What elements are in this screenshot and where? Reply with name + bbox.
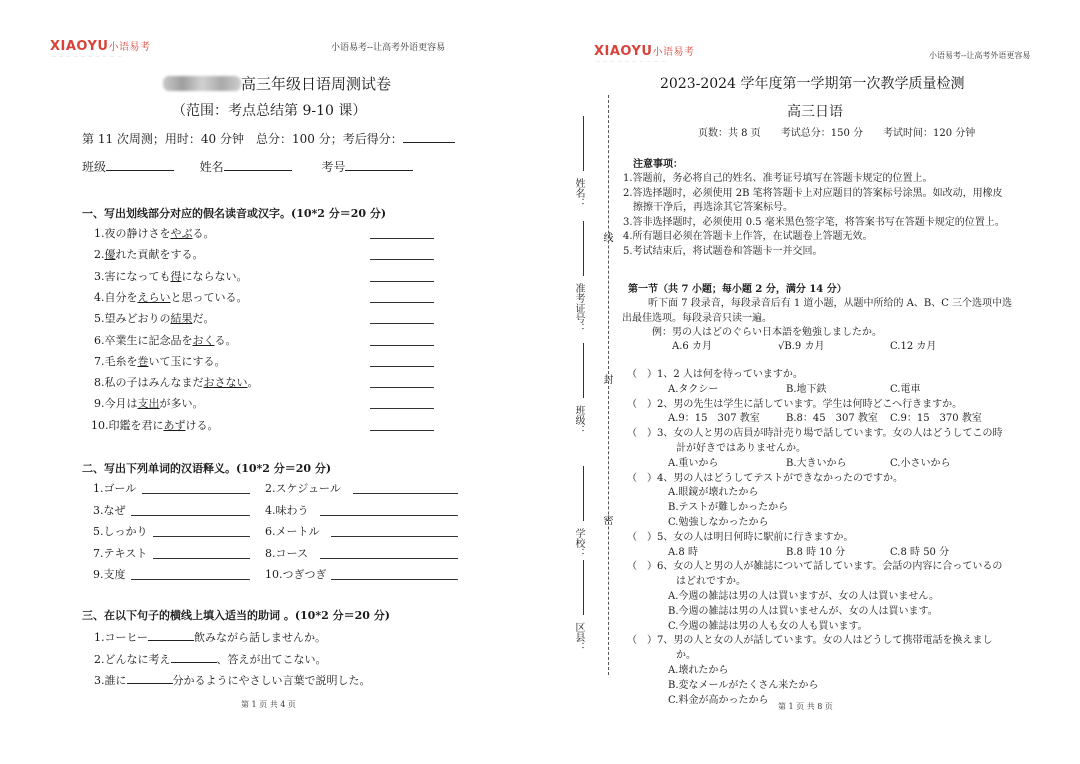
number-blank[interactable] bbox=[345, 170, 413, 171]
answer-option[interactable]: C.電車 bbox=[890, 383, 921, 395]
section1-item bbox=[94, 310, 215, 326]
item-text: る。 bbox=[214, 333, 237, 347]
example-stem: 例：男の人はどのぐらい日本語を勉強しましたか。 bbox=[652, 327, 882, 338]
section2-item bbox=[93, 502, 126, 518]
item-text: コーヒー bbox=[104, 631, 149, 644]
item-number: 9. bbox=[93, 568, 104, 581]
section1-item bbox=[94, 246, 204, 262]
right-meta: 页数：共 8 页 考试总分：150 分 考试时间：120 分钟 bbox=[698, 128, 976, 139]
item-number: 8. bbox=[265, 546, 276, 560]
particle-blank[interactable] bbox=[127, 683, 173, 684]
left-subtitle: （范围：考点总结第 9-10 课） bbox=[172, 103, 367, 119]
left-logo-brand: XIAOYU bbox=[50, 39, 109, 54]
section1-item bbox=[94, 395, 204, 411]
underlined-target: おさない bbox=[203, 376, 248, 390]
section1-item bbox=[94, 332, 237, 348]
item-number: 6. bbox=[265, 525, 276, 538]
name-blank[interactable] bbox=[224, 170, 292, 171]
notice-item: 1.答题前，务必将自己的姓名、准考证号填写在答题卡规定的位置上。 bbox=[623, 173, 933, 184]
part1-title: 第一节（共 7 小题；每小题 2 分，满分 14 分） bbox=[628, 284, 847, 295]
answer-option[interactable]: A.壊れたから bbox=[668, 665, 729, 676]
item-number: 1. bbox=[94, 631, 105, 644]
answer-option[interactable]: A.8 時 bbox=[668, 546, 698, 558]
item-text: 望みどおりの bbox=[104, 312, 171, 326]
seal-char: 封 bbox=[601, 374, 612, 384]
notice-item: 擦擦干净后，再选涂其它答案标号。 bbox=[623, 202, 793, 214]
item-text: と思っている。 bbox=[170, 290, 248, 304]
right-title: 2023-2024 学年度第一学期第一次教学质量检测 bbox=[660, 76, 965, 92]
item-text: れた貢献をする。 bbox=[115, 248, 204, 262]
right-logo bbox=[594, 43, 694, 59]
section1-item bbox=[91, 417, 219, 433]
particle-blank[interactable] bbox=[148, 640, 194, 641]
answer-blank[interactable] bbox=[370, 238, 434, 239]
answer-blank[interactable] bbox=[370, 281, 434, 282]
answer-blank[interactable] bbox=[370, 302, 434, 303]
answer-option[interactable]: C.8 時 50 分 bbox=[890, 546, 950, 558]
notice-item: 5.考试结束后，将试题卷和答题卡一并交回。 bbox=[623, 246, 823, 257]
section2-item bbox=[93, 480, 136, 496]
margin-field-label: 准考证号： bbox=[573, 283, 584, 333]
margin-fill-line[interactable] bbox=[583, 466, 584, 521]
answer-blank[interactable] bbox=[370, 366, 434, 367]
item-text: 毛糸を bbox=[104, 354, 138, 368]
left-title: 高三年级日语周测试卷 bbox=[241, 75, 392, 93]
underlined-target: おく bbox=[192, 333, 215, 347]
section1-title: 一、写出划线部分对应的假名读音或汉字。(10*2 分＝20 分) bbox=[82, 207, 387, 220]
answer-blank[interactable] bbox=[131, 579, 250, 580]
item-text: 害になっても bbox=[104, 269, 171, 283]
answer-blank[interactable] bbox=[370, 408, 434, 409]
seal-char: 密 bbox=[601, 515, 612, 525]
section2-item bbox=[265, 545, 308, 561]
answer-option[interactable]: C.料金が高かったから bbox=[668, 694, 769, 706]
answer-blank[interactable] bbox=[370, 430, 434, 431]
item-text: どんなに考え bbox=[104, 652, 171, 666]
item-number: 2. bbox=[94, 248, 105, 262]
margin-field-label: 班级： bbox=[573, 405, 584, 435]
question-stem-cont: 計が好きではありませんか。 bbox=[676, 443, 806, 454]
item-word: スケジュール bbox=[275, 482, 341, 495]
answer-option[interactable]: C.小さいから bbox=[890, 457, 951, 469]
item-number: 3. bbox=[94, 269, 105, 283]
answer-option[interactable]: A.9：15 307 教室 bbox=[668, 413, 760, 425]
answer-option[interactable]: A.今週の雑誌は男の人は買いますが、女の人は買いません。 bbox=[668, 591, 939, 602]
answer-blank[interactable] bbox=[353, 493, 458, 494]
item-word: しっかり bbox=[103, 525, 148, 538]
question-stem: （ ）2、男の先生は学生に話しています。学生は何時どこへ行きますか。 bbox=[627, 398, 963, 410]
example-option: A.6 カ月 bbox=[672, 341, 712, 352]
section1-item bbox=[94, 374, 259, 390]
item-word: つぎつぎ bbox=[282, 568, 327, 581]
item-text: 印鑑を君に bbox=[108, 418, 164, 432]
class-blank[interactable] bbox=[106, 170, 174, 171]
item-word: なぜ bbox=[103, 503, 126, 517]
answer-blank[interactable] bbox=[142, 493, 250, 494]
item-word: 味わう bbox=[275, 503, 309, 517]
item-text: 自分を bbox=[104, 290, 138, 304]
item-text: いて玉にする。 bbox=[148, 354, 226, 368]
item-number: 4. bbox=[94, 290, 105, 304]
answer-blank[interactable] bbox=[320, 558, 458, 559]
question-stem: （ ）6、女の人と男の人が雑誌について話しています。会話の内容に合っているの bbox=[627, 561, 1003, 573]
underlined-target: 得 bbox=[170, 269, 182, 283]
item-number: 1. bbox=[94, 227, 105, 240]
item-number: 10. bbox=[265, 568, 283, 581]
left-info-line bbox=[82, 130, 455, 147]
answer-blank[interactable] bbox=[320, 515, 458, 516]
score-blank[interactable] bbox=[403, 142, 455, 143]
item-number: 10. bbox=[91, 418, 109, 432]
particle-blank[interactable] bbox=[171, 662, 217, 663]
item-text: 夜の静けさを bbox=[104, 227, 171, 240]
redacted-school-name bbox=[163, 76, 241, 91]
answer-option[interactable]: B.8：45 307 教室 bbox=[786, 413, 878, 425]
underlined-target: あず bbox=[163, 418, 186, 432]
underlined-target: 結果 bbox=[170, 312, 193, 326]
section1-item bbox=[94, 225, 215, 241]
item-word: 支度 bbox=[103, 568, 126, 581]
answer-blank[interactable] bbox=[370, 345, 434, 346]
notice-item: 2.答选择题时，必须使用 2B 笔将答题卡上对应题目的答案标号涂黑。如改动，用橡皮 bbox=[623, 187, 1003, 199]
item-number: 7. bbox=[93, 546, 104, 560]
underlined-target: 優 bbox=[104, 248, 116, 262]
item-text: 誰に bbox=[104, 674, 127, 687]
item-word: メートル bbox=[275, 525, 320, 538]
item-number: 3. bbox=[93, 503, 104, 517]
notice-title: 注意事项： bbox=[633, 159, 683, 170]
answer-option[interactable]: C.9：15 370 教室 bbox=[890, 413, 982, 425]
example-option: C.12 カ月 bbox=[890, 341, 937, 352]
section3-title: 三、在以下句子的横线上填入适当的助词 。(10*2 分＝20 分) bbox=[82, 609, 390, 622]
item-number: 5. bbox=[94, 312, 105, 326]
right-header-slogan: 小语易考--让高考外语更容易 bbox=[929, 51, 1031, 60]
question-stem: （ ）1、2 人は何を待っていますか。 bbox=[627, 369, 803, 380]
answer-option[interactable]: B.8 時 10 分 bbox=[786, 546, 846, 558]
item-text: 私の子はみんなまだ bbox=[104, 376, 204, 390]
item-word: コース bbox=[275, 546, 308, 560]
item-text: 。 bbox=[247, 376, 259, 390]
left-logo-cn: 小语易考 bbox=[108, 42, 151, 53]
part1-desc-2: 出最佳选项。每段录音只读一遍。 bbox=[622, 313, 772, 324]
section2-item bbox=[93, 523, 148, 539]
left-header-slogan: 小语易考--让高考外语更容易 bbox=[331, 43, 446, 53]
left-logo bbox=[50, 38, 150, 54]
answer-blank[interactable] bbox=[153, 558, 250, 559]
item-number: 8. bbox=[94, 376, 105, 390]
item-word: テキスト bbox=[103, 546, 148, 560]
section3-item bbox=[94, 651, 327, 667]
section2-item bbox=[93, 545, 147, 561]
item-text: 分かるようにやさしい言葉で説明した。 bbox=[172, 674, 371, 687]
answer-blank[interactable] bbox=[370, 387, 434, 388]
answer-option[interactable]: B.大きいから bbox=[786, 457, 847, 469]
section1-item bbox=[94, 353, 226, 369]
item-number: 9. bbox=[94, 397, 105, 411]
left-logo-tagline: — — — — — — — — — — bbox=[52, 53, 123, 58]
answer-option[interactable]: B.地下鉄 bbox=[786, 383, 827, 395]
answer-blank[interactable] bbox=[153, 536, 250, 537]
margin-field-label: 学校： bbox=[573, 528, 584, 558]
left-info-text: 第 11 次周测；用时：40 分钟 总分：100 分；考后得分： bbox=[82, 132, 403, 146]
right-footer: 第 1 页 共 8 页 bbox=[778, 702, 833, 711]
item-text: 、答えが出てこない。 bbox=[216, 652, 327, 666]
section2-title: 二、写出下列单词的汉语释义。(10*2 分＝20 分) bbox=[82, 462, 332, 475]
underlined-target: 巻 bbox=[137, 354, 149, 368]
margin-field-label: 区县： bbox=[573, 622, 584, 652]
answer-option[interactable]: B.変なメールがたくさん来たから bbox=[668, 679, 819, 691]
answer-blank[interactable] bbox=[331, 579, 458, 580]
notice-item: 3.答非选择题时，必须使用 0.5 毫米黑色签字笔，将答案书写在答题卡规定的位置上。 bbox=[623, 216, 1005, 228]
item-text: が多い。 bbox=[159, 397, 204, 411]
underlined-target: やぶ bbox=[170, 227, 193, 240]
underlined-target: 支出 bbox=[137, 397, 160, 411]
name-label: 姓名 bbox=[199, 160, 224, 174]
seal-char: 线 bbox=[601, 232, 612, 242]
item-text: ける。 bbox=[185, 418, 219, 432]
answer-option[interactable]: B.今週の雑誌は男の人は買いませんが、女の人は買います。 bbox=[668, 605, 938, 617]
section3-item bbox=[94, 629, 326, 645]
section2-item bbox=[265, 523, 320, 539]
answer-option[interactable]: B.テストが難しかったから bbox=[668, 502, 789, 514]
item-number: 6. bbox=[94, 333, 105, 347]
item-text: 卒業生に記念品を bbox=[104, 333, 193, 347]
margin-field-label: 姓名： bbox=[573, 178, 584, 208]
item-number: 2. bbox=[94, 652, 105, 666]
class-label: 班级 bbox=[82, 160, 107, 174]
right-subtitle: 高三日语 bbox=[787, 104, 843, 120]
question-stem-cont: か。 bbox=[676, 650, 696, 662]
item-text: 飲みながら話しませんか。 bbox=[194, 631, 327, 644]
item-text: にならない。 bbox=[181, 269, 248, 283]
item-word: ゴール bbox=[103, 482, 137, 495]
item-text: だ。 bbox=[192, 312, 215, 326]
margin-fill-line[interactable] bbox=[583, 560, 584, 615]
question-stem: （ ）7、男の人と女の人が話しています。女の人はどうして携帯電話を換えまし bbox=[627, 635, 993, 647]
example-option: √B.9 カ月 bbox=[778, 341, 825, 352]
number-label: 考号 bbox=[321, 160, 346, 174]
item-text: る。 bbox=[192, 227, 215, 240]
question-stem: （ ）5、女の人は明日何時に駅前に行きますか。 bbox=[627, 531, 854, 543]
item-number: 1. bbox=[93, 482, 104, 495]
margin-fill-line[interactable] bbox=[583, 116, 584, 171]
answer-blank[interactable] bbox=[370, 259, 434, 260]
section1-item bbox=[94, 289, 248, 305]
item-number: 5. bbox=[93, 525, 104, 538]
item-number: 2. bbox=[265, 482, 276, 495]
item-number: 4. bbox=[265, 503, 276, 517]
right-logo-brand: XIAOYU bbox=[594, 44, 653, 59]
left-student-fields bbox=[82, 158, 413, 175]
binding-dashed-line bbox=[608, 95, 609, 675]
item-text: 今月は bbox=[104, 397, 138, 411]
answer-blank[interactable] bbox=[331, 536, 458, 537]
section1-item bbox=[94, 268, 248, 284]
right-logo-cn: 小语易考 bbox=[652, 47, 695, 58]
left-footer: 第 1 页 共 4 页 bbox=[241, 700, 296, 709]
margin-fill-line[interactable] bbox=[583, 343, 584, 398]
section2-item bbox=[265, 480, 341, 496]
notice-item: 4.所有题目必须在答题卡上作答，在试题卷上答题无效。 bbox=[623, 231, 873, 243]
section2-item bbox=[265, 502, 309, 518]
answer-blank[interactable] bbox=[370, 323, 434, 324]
answer-blank[interactable] bbox=[131, 515, 250, 516]
part1-desc-1: 听下面 7 段录音，每段录音后有 1 道小题，从题中所给的 A、B、C 三个选项中选 bbox=[648, 298, 1013, 309]
right-logo-tagline: — — — — — — — — — — bbox=[596, 58, 667, 63]
section2-item bbox=[93, 566, 126, 582]
left-title-row bbox=[163, 73, 391, 94]
answer-option[interactable]: A.眼鏡が壊れたから bbox=[668, 487, 759, 499]
question-stem: （ ）3、女の人と男の店員が時計売り場で話しています。女の人はどうしてこの時 bbox=[627, 428, 1003, 440]
answer-option[interactable]: A.重いから bbox=[668, 457, 719, 469]
section3-item bbox=[94, 672, 371, 688]
item-number: 7. bbox=[94, 354, 105, 368]
question-stem: （ ）4、男の人はどうしてテストができなかったのですか。 bbox=[627, 472, 903, 484]
answer-option[interactable]: C.勉強しなかったから bbox=[668, 517, 769, 528]
section2-item bbox=[265, 566, 327, 582]
underlined-target: えらい bbox=[137, 290, 171, 304]
answer-option[interactable]: A.タクシー bbox=[668, 383, 719, 395]
answer-option[interactable]: C.今週の雑誌は男の人も女の人も買います。 bbox=[668, 620, 868, 632]
margin-fill-line[interactable] bbox=[583, 221, 584, 276]
item-number: 3. bbox=[94, 674, 105, 687]
question-stem-cont: はどれですか。 bbox=[676, 576, 746, 588]
